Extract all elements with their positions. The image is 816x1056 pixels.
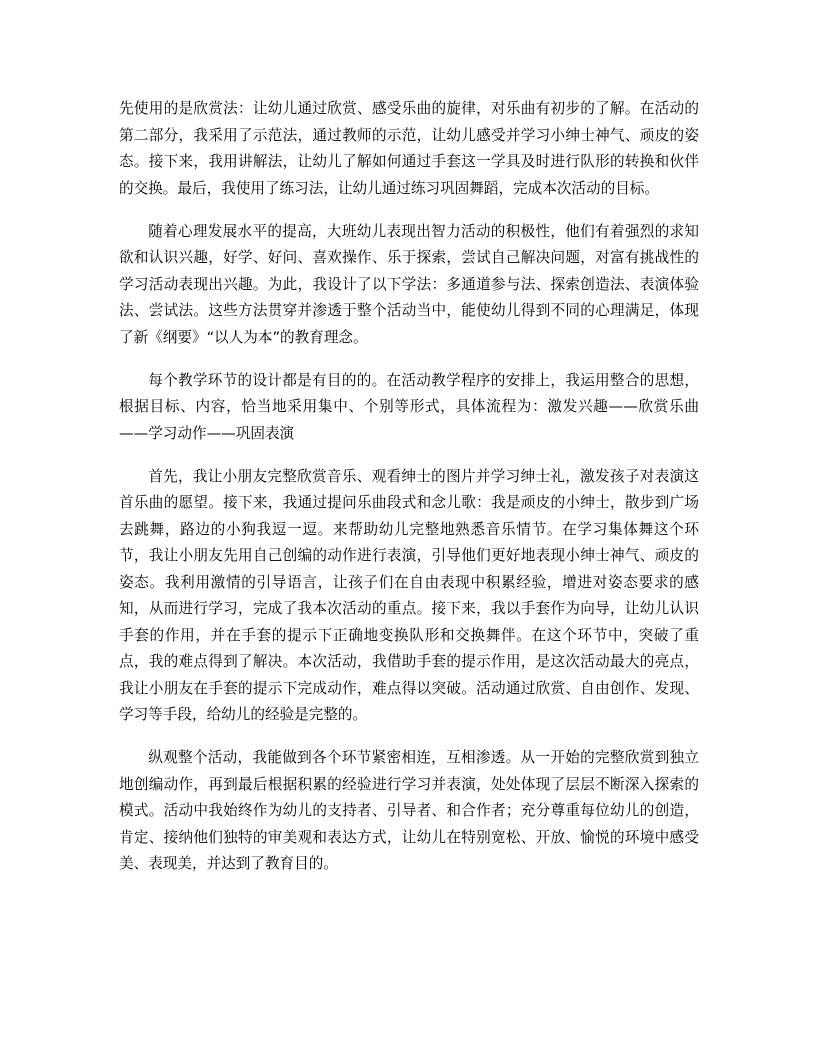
document-body (119, 96, 699, 894)
paragraph-activity-flow: 每个教学环节的设计都是有目的的。在活动教学程序的安排上，我运用整合的思想，根据目标、内容，恰当地采用集中、个别等形式，具体流程为：激发兴趣——欣赏乐曲——学习动作——巩固表演 (119, 371, 699, 442)
paragraph-learning-methods: 随着心理发展水平的提高，大班幼儿表现出智力活动的积极性，他们有着强烈的求知欲和认识兴趣，好学、好问、喜欢操作、乐于探索，尝试自己解决问题，对富有挑战性的学习活动表现出兴趣。为此，我设计了以下学法：多通道参与法、探索创造法、表演体验法、尝试法。这些方法贯穿并渗透于整个活动当中，能使幼儿得到不同的心理满足，体现了新《纲要》“以人为本”的教育理念。 (119, 222, 699, 346)
paragraph-teaching-methods: 先使用的是欣赏法：让幼儿通过欣赏、感受乐曲的旋律，对乐曲有初步的了解。在活动的第二部分，我采用了示范法，通过教师的示范，让幼儿感受并学习小绅士神气、顽皮的姿态。接下来，我用讲解法，让幼儿了解如何通过手套这一学具及时进行队形的转换和伙伴的交换。最后，我使用了练习法，让幼儿通过练习巩固舞蹈，完成本次活动的目标。 (119, 100, 699, 197)
paragraph-summary: 纵观整个活动，我能做到各个环节紧密相连，互相渗透。从一开始的完整欣赏到独立地创编动作，再到最后根据积累的经验进行学习并表演，处处体现了层层不断深入探索的模式。活动中我始终作为幼儿的支持者、引导者、和合作者；充分尊重每位幼儿的创造，肯定、接纳他们独特的审美观和表达方式，让幼儿在特别宽松、开放、愉悦的环境中感受美、表现美，并达到了教育目的。 (119, 749, 699, 872)
paragraph-activity-process: 首先，我让小朋友完整欣赏音乐、观看绅士的图片并学习绅士礼，激发孩子对表演这首乐曲的愿望。接下来，我通过提问乐曲段式和念儿歌：我是顽皮的小绅士，散步到广场去跳舞，路边的小狗我逗一逗。来帮助幼儿完整地熟悉音乐情节。在学习集体舞这个环节，我让小朋友先用自己创编的动作进行表演，引导他们更好地表现小绅士神气、顽皮的姿态。我利用激情的引导语言，让孩子们在自由表现中积累经验，增进对姿态要求的感知，从而进行学习，完成了我本次活动的重点。接下来，我以手套作为向导，让幼儿认识手套的作用，并在手套的提示下正确地变换队形和交换舞伴。在这个环节中，突破了重点，我的难点得到了解决。本次活动，我借助手套的提示作用，是这次活动最大的亮点，我让小朋友在手套的提示下完成动作，难点得以突破。活动通过欣赏、自由创作、发现、学习等手段，给幼儿的经验是完整的。 (119, 467, 699, 723)
